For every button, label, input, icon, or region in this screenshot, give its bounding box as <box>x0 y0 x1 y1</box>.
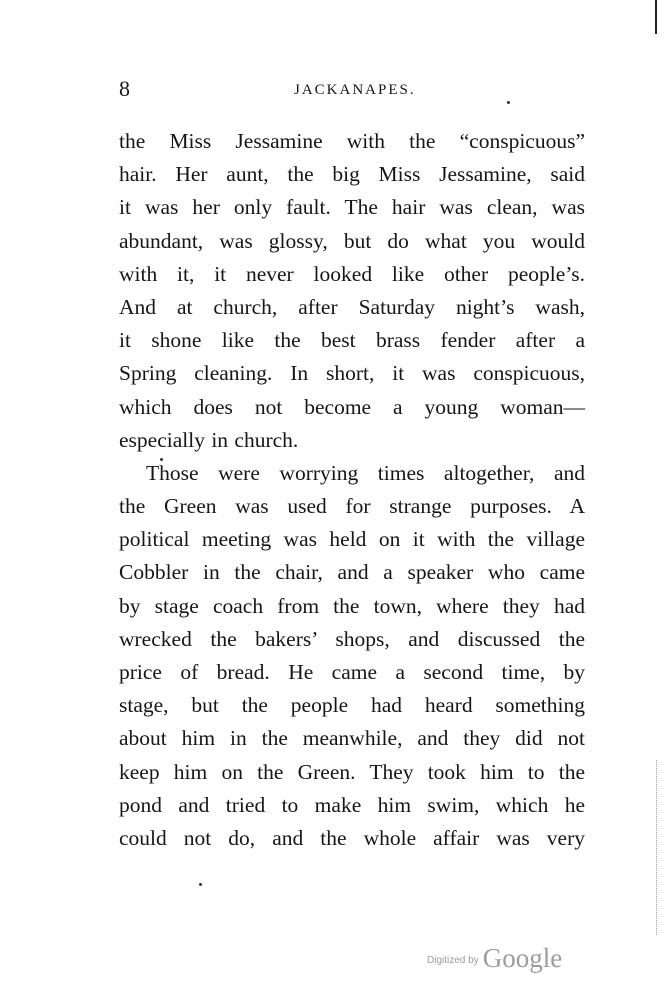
text-line: it was her only fault. The hair was clean, was <box>119 195 585 220</box>
text-line: wrecked the bakers’ shops, and discussed the <box>119 626 585 651</box>
text-line: the Miss Jessamine with the “conspicuous” <box>119 129 585 153</box>
text-line: especially in church. <box>119 427 299 452</box>
scan-speck <box>199 883 202 886</box>
text-line: could not do, and the whole affair was very <box>119 825 585 850</box>
text-line: which does not become a young woman— <box>119 394 585 419</box>
page-number: 8 <box>119 76 130 101</box>
text-line: abundant, was glossy, but do what you would <box>119 228 585 253</box>
watermark-prefix: Digitized by <box>427 955 479 966</box>
text-line: about him in the meanwhile, and they did not <box>119 726 585 751</box>
text-line: keep him on the Green. They took him to the <box>119 759 585 784</box>
text-line: stage, but the people had heard something <box>119 693 585 718</box>
text-line: hair. Her aunt, the big Miss Jessamine, said <box>119 162 585 187</box>
text-line: price of bread. He came a second time, by <box>119 660 585 684</box>
text-line: Cobbler in the chair, and a speaker who came <box>119 560 585 585</box>
text-line: by stage coach from the town, where they had <box>119 593 585 618</box>
text-line: And at church, after Saturday night’s wash, <box>119 294 585 319</box>
text-line: it shone like the best brass fender after a <box>119 328 585 353</box>
body-text <box>119 125 585 855</box>
scan-speck <box>507 101 510 104</box>
text-line: Spring cleaning. In short, it was conspicuous, <box>119 361 585 386</box>
scan-speck <box>160 458 163 461</box>
text-line: pond and tried to make him swim, which he <box>119 792 585 817</box>
text-line: political meeting was held on it with the village <box>119 527 585 552</box>
digitized-watermark <box>427 943 562 974</box>
watermark-brand: Google <box>482 943 563 973</box>
running-title: JACKANAPES. <box>294 82 416 98</box>
text-line: the Green was used for strange purposes. A <box>119 494 585 519</box>
scan-edge-rule <box>655 0 657 34</box>
text-line: Those were worrying times altogether, and <box>146 460 585 485</box>
scan-edge-dots <box>656 760 658 935</box>
text-line: with it, it never looked like other people’s. <box>119 261 585 286</box>
